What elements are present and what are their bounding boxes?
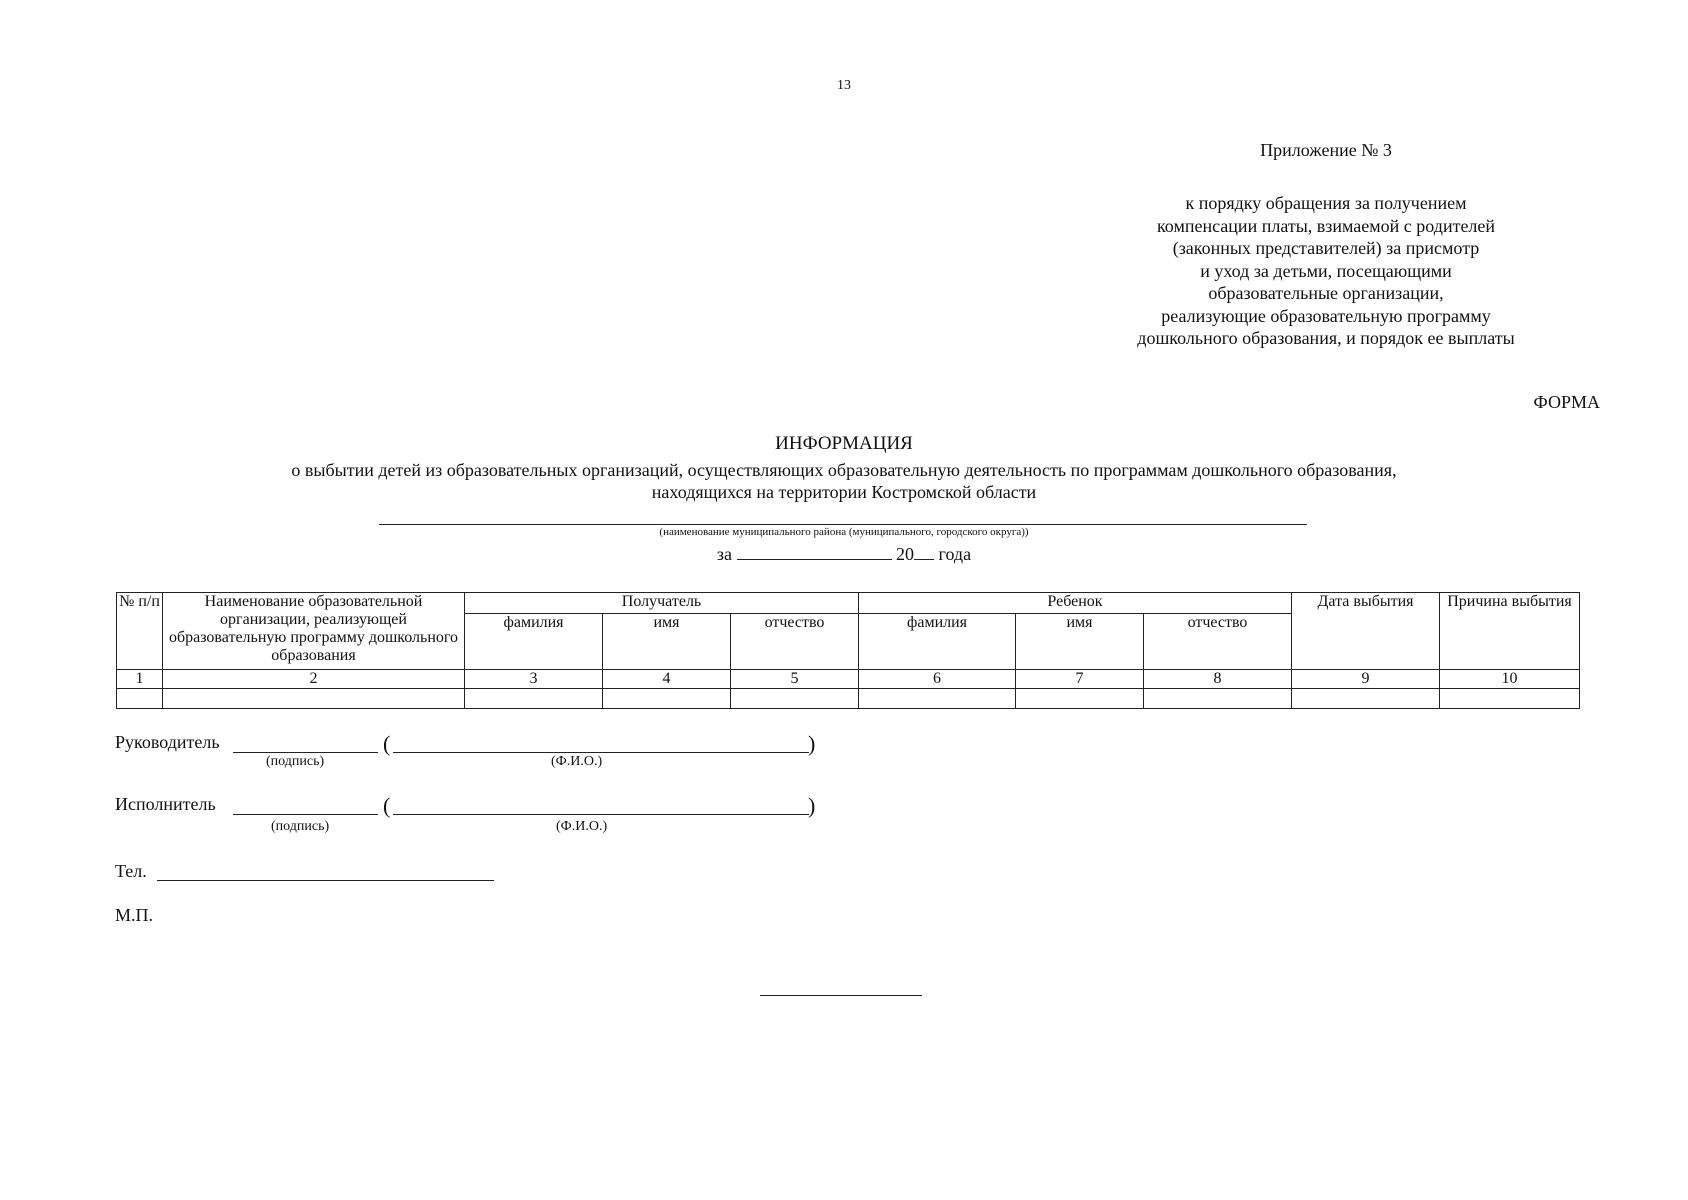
period-prefix: за <box>716 544 733 564</box>
page-number: 13 <box>837 78 851 93</box>
column-number: 5 <box>731 670 859 689</box>
appendix-subtitle-line: образовательные организации, <box>1208 283 1444 303</box>
table-cell[interactable] <box>1016 689 1144 709</box>
region-caption: (наименование муниципального района (муниципального, городского округа)) <box>659 526 1029 538</box>
appendix-subtitle-line: (законных представителей) за присмотр <box>1172 238 1480 258</box>
recipient-group-header: Получатель <box>465 593 859 614</box>
phone-field[interactable] <box>157 880 494 881</box>
child-group-header: Ребенок <box>859 593 1292 614</box>
period-row <box>0 543 1688 565</box>
document-subtitle-line: находящихся на территории Костромской области <box>651 482 1037 502</box>
table-cell[interactable] <box>163 689 465 709</box>
form-label: ФОРМА <box>1533 392 1600 412</box>
child-name-header: имя <box>1016 614 1144 670</box>
executor-close-paren: ) <box>808 793 816 818</box>
head-label: Руководитель <box>115 732 220 752</box>
column-number-row <box>117 670 1580 689</box>
col-departure-date-header: Дата выбытия <box>1292 593 1440 670</box>
recipient-surname-header: фамилия <box>465 614 603 670</box>
stamp-label: М.П. <box>115 905 154 925</box>
head-signature-field[interactable] <box>233 752 378 753</box>
period-suffix: года <box>938 544 972 564</box>
column-number: 9 <box>1292 670 1440 689</box>
executor-name-field[interactable] <box>393 814 809 815</box>
appendix-title: Приложение № 3 <box>1260 140 1392 160</box>
table-cell[interactable] <box>731 689 859 709</box>
appendix-subtitle-line: реализующие образовательную программу <box>1161 305 1491 326</box>
column-number: 7 <box>1016 670 1144 689</box>
table-cell[interactable] <box>465 689 603 709</box>
child-patronymic-header: отчество <box>1144 614 1292 670</box>
table-row <box>117 689 1580 709</box>
appendix-subtitle-line: компенсации платы, взимаемой с родителей <box>1156 215 1496 236</box>
period-year-field[interactable] <box>914 543 934 560</box>
executor-label: Исполнитель <box>115 794 216 814</box>
column-number: 3 <box>465 670 603 689</box>
appendix-subtitle <box>1100 192 1552 350</box>
column-number: 4 <box>603 670 731 689</box>
col-departure-reason-header: Причина выбытия <box>1440 593 1580 670</box>
end-divider <box>760 995 922 996</box>
head-close-paren: ) <box>808 731 816 756</box>
head-open-paren: ( <box>383 731 391 756</box>
column-number: 1 <box>117 670 163 689</box>
executor-signature-field[interactable] <box>233 814 378 815</box>
region-name-field[interactable] <box>379 524 1307 525</box>
recipient-patronymic-header: отчество <box>731 614 859 670</box>
executor-signature-caption: (подпись) <box>271 819 330 834</box>
document-subtitle-line: о выбытии детей из образовательных организаций, осуществляющих образовательную деятельность по программам дошкольного образования, <box>291 460 1397 480</box>
appendix-subtitle-line: и уход за детьми, посещающими <box>1200 260 1452 281</box>
period-month-field[interactable] <box>737 543 892 560</box>
column-number: 8 <box>1144 670 1292 689</box>
table-cell[interactable] <box>1144 689 1292 709</box>
child-surname-header: фамилия <box>859 614 1016 670</box>
table-cell[interactable] <box>603 689 731 709</box>
document-title: ИНФОРМАЦИЯ <box>775 433 913 454</box>
table-cell[interactable] <box>1292 689 1440 709</box>
table-cell[interactable] <box>1440 689 1580 709</box>
head-signature-caption: (подпись) <box>266 754 325 769</box>
column-number: 10 <box>1440 670 1580 689</box>
table-cell[interactable] <box>117 689 163 709</box>
period-year-prefix: 20 <box>896 544 915 564</box>
col-number-header: № п/п <box>117 593 163 670</box>
col-organization-header: Наименование образовательной организации, реализующей образовательную программу дошкольного образования <box>163 593 465 670</box>
departure-table <box>116 592 1580 709</box>
appendix-subtitle-line: к порядку обращения за получением <box>1185 193 1467 213</box>
executor-open-paren: ( <box>383 793 391 818</box>
column-number: 6 <box>859 670 1016 689</box>
column-number: 2 <box>163 670 465 689</box>
document-subtitle <box>0 459 1688 503</box>
phone-label: Тел. <box>115 861 147 881</box>
appendix-subtitle-line: дошкольного образования, и порядок ее выплаты <box>1137 328 1515 348</box>
head-name-field[interactable] <box>393 752 809 753</box>
recipient-name-header: имя <box>603 614 731 670</box>
table-cell[interactable] <box>859 689 1016 709</box>
executor-name-caption: (Ф.И.О.) <box>556 819 608 834</box>
head-name-caption: (Ф.И.О.) <box>551 754 603 769</box>
